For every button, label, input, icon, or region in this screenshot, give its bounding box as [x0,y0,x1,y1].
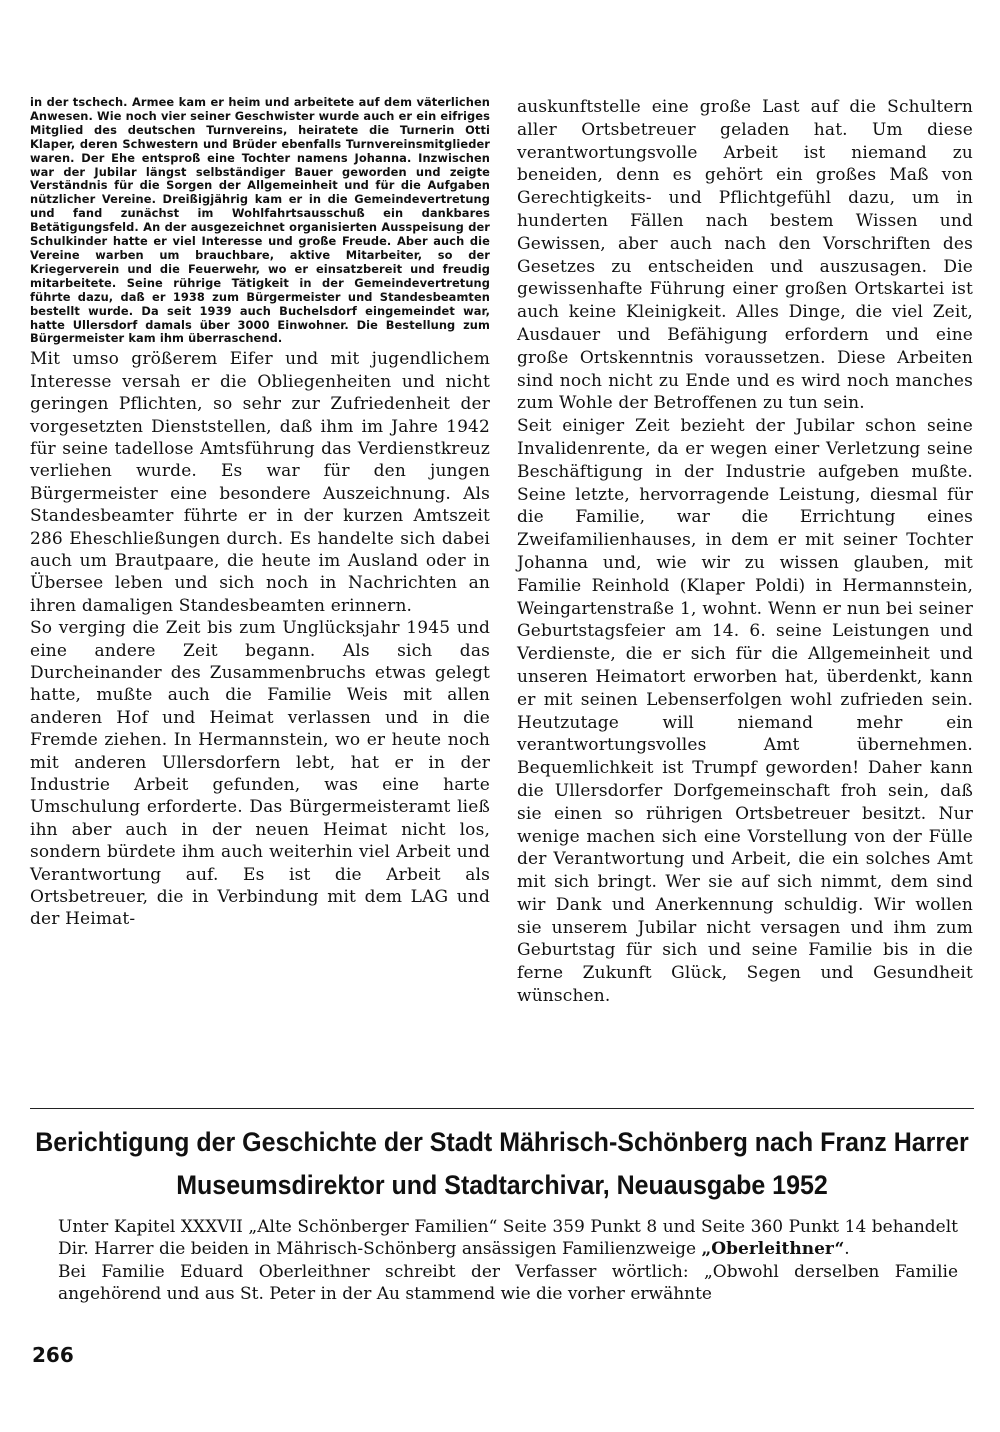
section-paragraph [58,1216,958,1261]
small-paragraph: in der tschech. Armee kam er heim und arbeitete auf dem väterlichen Anwesen. Wie noch vier seiner Geschwister wurde auch er ein eifriges Mitglied des deutschen Turnvereins, heiratete die Turnerin Otti Klaper, deren Schwestern und Brüder ebenfalls Turnvereinsmitglieder waren. Der Ehe entsproß eine Tochter namens Johanna. Inzwischen war der Jubilar längst selbständiger Bauer geworden und zeigte Verständnis für die Sorgen der Allgemeinheit und für die Aufgaben nützlicher Vereine. Dreißigjährig kam er in die Gemeindevertretung und fand zunächst im Wohlfahrtsausschuß ein dankbares Betätigungsfeld. An der ausgezeichnet organisierten Ausspeisung der Schulkinder hatte er viel Interesse und große Freude. Aber auch die Vereine warben um brauchbare, aktive Mitarbeiter, so der Kriegerverein und die Feuerwehr, wo er einsatzbereit und freudig mitarbeitete. Seine rührige Tätigkeit in der Gemeindevertretung führte dazu, daß er 1938 zum Bürgermeister und Standesbeamten bestellt wurde. Da seit 1939 auch Buchelsdorf eingemeindet war, hatte Ullersdorf damals über 3000 Einwohner. Die Bestellung zum Bürgermeister kam ihm überraschend. [30,95,490,346]
heading-line-1: Berichtigung der Geschichte der Stadt Mährisch-Schönberg nach Franz Harrer [35,1127,969,1158]
family-name: „Oberleithner“ [701,1239,845,1260]
paragraph: auskunftstelle eine große Last auf die Schultern aller Ortsbetreuer geladen hat. Um diese verantwortungsvolle Arbeit ist niemand zu beneiden, denn es gehört ein großes Maß von Gerechtigkeits- und Pflichtgefühl dazu, um in hunderten Fällen nach bestem Wissen und Gewissen, aber auch nach den Vorschriften des Gesetzes zu entscheiden und auszusagen. Die gewissenhafte Führung einer großen Ortskartei ist auch keine Kleinigkeit. Alles Dinge, die viel Zeit, Ausdauer und Befähigung erfordern und eine große Ortskenntnis voraussetzen. Diese Arbeiten sind noch nicht zu Ende und es wird noch manches zum Wohle der Betroffenen zu tun sein. [517,97,973,414]
section-body [58,1216,958,1306]
paragraph: Mit umso größerem Eifer und mit jugendlichem Interesse versah er die Obliegenheiten und nicht geringen Pflichten, so sehr zur Zufriedenheit der vorgesetzten Dienststellen, daß ihm im Jahre 1942 für seine tadellose Amtsführung das Verdienstkreuz verliehen wurde. Es war für den jungen Bürgermeister eine besondere Auszeichnung. Als Standesbeamter führte er in der kurzen Amtszeit 286 Eheschließungen durch. Es handelte sich dabei auch um Brautpaare, die heute im Ausland oder in Übersee leben und sich noch in Nachrichten an ihren damaligen Standesbeamten erinnern. [30,349,490,616]
page-number: 266 [32,1343,74,1367]
left-column [30,96,490,931]
paragraph: So verging die Zeit bis zum Unglücksjahr 1945 und eine andere Zeit begann. Als sich das Durcheinander des Zusammenbruchs etwas gelegt hatte, mußte auch die Familie Weis mit allen anderen Hof und Heimat verlassen und in die Fremde ziehen. In Hermannstein, wo er heute noch mit anderen Ullersdorfern lebt, hat er in der Industrie Arbeit gefunden, was eine harte Umschulung erforderte. Das Bürgermeisteramt ließ ihn aber auch in der neuen Heimat nicht los, sondern bürdete ihm auch weiterhin viel Arbeit und Verantwortung auf. Es ist die Arbeit als Ortsbetreuer, die in Verbindung mit dem LAG und der Heimat- [30,618,490,930]
section-heading [30,1121,974,1207]
right-column [517,96,973,1008]
paragraph-end: . [844,1239,850,1260]
section-paragraph: Bei Familie Eduard Oberleithner schreibt der Verfasser wörtlich: „Obwohl derselben Familie angehörend und aus St. Peter in der Au stammend wie die vorher erwähnte [58,1261,958,1305]
body-text-left [30,348,490,931]
body-text-right [517,96,973,1008]
section-divider [30,1108,974,1109]
small-print-block [30,96,490,346]
heading-line-2: Museumsdirektor und Stadtarchivar, Neuausgabe 1952 [176,1170,828,1201]
paragraph: Seit einiger Zeit bezieht der Jubilar schon seine Invalidenrente, da er wegen einer Verletzung seine Beschäftigung in der Industrie aufgeben mußte. Seine letzte, hervorragende Leistung, diesmal für die Familie, war die Errichtung eines Zweifamilienhauses, in dem er mit seiner Tochter Johanna und, wie wir zu wissen glauben, mit Familie Reinhold (Klaper Poldi) in Hermannstein, Weingartenstraße 1, wohnt. Wenn er nun bei seiner Geburtstagsfeier am 14. 6. seine Leistungen und Verdienste, die er sich für die Allgemeinheit und unseren Heimatort erworben hat, überdenkt, kann er mit seinen Lebenserfolgen wohl zufrieden sein. Heutzutage will niemand mehr ein verantwortungsvolles Amt übernehmen. Bequemlichkeit ist Trumpf geworden! Daher kann die Ullersdorfer Dorfgemeinschaft froh sein, daß sie einen so rührigen Ortsbetreuer besitzt. Nur wenige machen sich eine Vorstellung von der Fülle der Verantwortung und Arbeit, die ein solches Amt mit sich bringt. Wer sie auf sich nimmt, dem sind wir Dank und Anerkennung schuldig. Wir wollen sie unserem Jubilar nicht versagen und ihm zum Geburtstag für sich und seine Familie bis in die ferne Zukunft Glück, Segen und Gesundheit wünschen. [517,416,973,1007]
paragraph-text: Unter Kapitel XXXVII „Alte Schönberger Familien“ Seite 359 Punkt 8 und Seite 360 Punkt 14 behandelt Dir. Harrer die beiden in Mährisch-Schönberg ansässigen Familienzweige [58,1217,958,1260]
